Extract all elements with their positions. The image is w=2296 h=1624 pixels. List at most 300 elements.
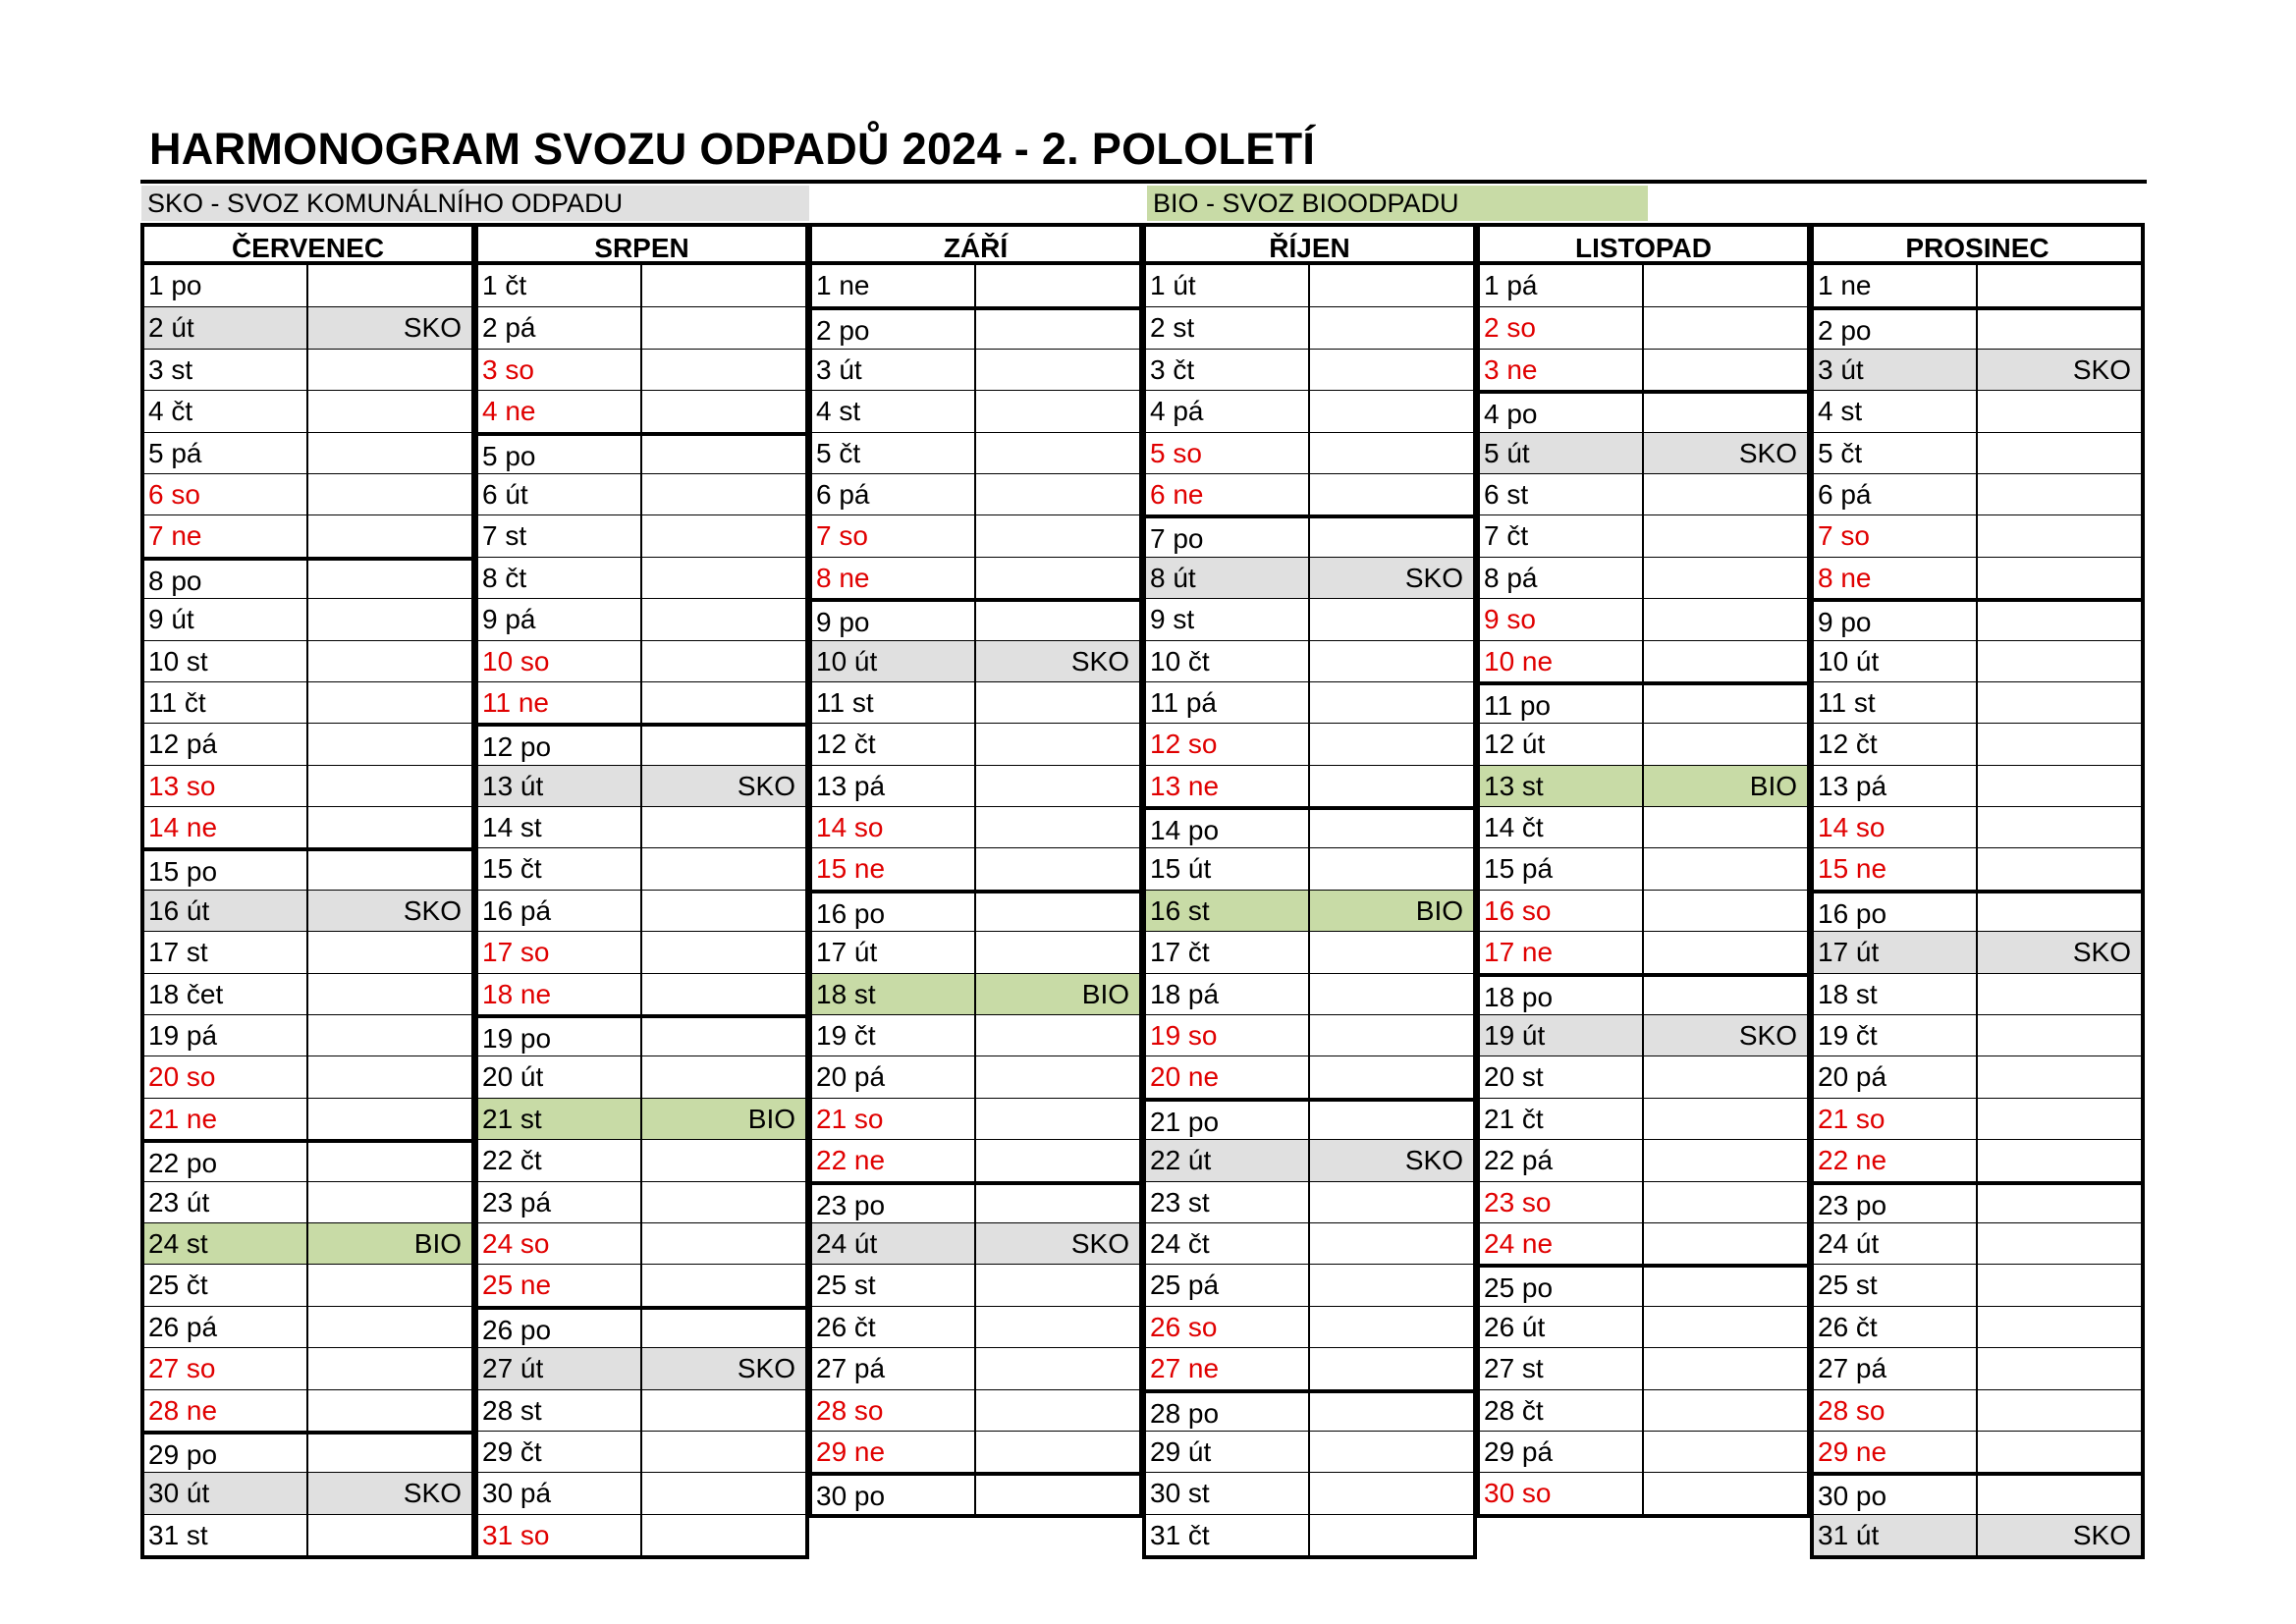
collection-type	[976, 1348, 1140, 1388]
collection-type	[1978, 848, 2142, 889]
collection-type: BIO	[747, 1103, 795, 1134]
day-row	[1480, 390, 1807, 431]
collection-type	[1644, 1182, 1808, 1222]
day-label: 24 so	[478, 1223, 642, 1264]
day-label: 25 ne	[478, 1265, 642, 1305]
day-row	[1480, 640, 1807, 681]
day-row	[478, 681, 805, 723]
day-row	[478, 306, 805, 348]
collection-type	[642, 1018, 806, 1056]
day-label: 22 út	[1146, 1140, 1310, 1180]
collection-type	[1310, 599, 1474, 639]
collection-type	[642, 265, 806, 306]
collection-type	[308, 932, 472, 972]
collection-type	[976, 474, 1140, 514]
day-row	[1146, 1181, 1473, 1222]
day-row	[812, 640, 1139, 681]
collection-type	[308, 1435, 472, 1472]
day-row	[1814, 640, 2141, 681]
day-row	[1480, 1181, 1807, 1222]
collection-type	[1978, 602, 2142, 639]
day-row	[144, 432, 471, 473]
day-label: 10 čt	[1146, 641, 1310, 681]
day-label: 24 čt	[1146, 1223, 1310, 1264]
collection-type	[1644, 599, 1808, 639]
day-row	[1146, 306, 1473, 348]
collection-type	[642, 807, 806, 847]
day-row	[1480, 432, 1807, 473]
day-row	[1146, 765, 1473, 806]
day-row	[1814, 890, 2141, 931]
day-row	[812, 1222, 1139, 1264]
day-label: 3 čt	[1146, 350, 1310, 390]
collection-type	[308, 682, 472, 723]
day-row	[1146, 681, 1473, 723]
collection-type	[976, 433, 1140, 473]
collection-type: SKO	[1404, 562, 1463, 593]
collection-type	[1644, 932, 1808, 972]
day-row	[144, 1139, 471, 1180]
day-row	[812, 1389, 1139, 1431]
day-row	[1814, 1181, 2141, 1222]
month-header: ZÁŘÍ	[808, 223, 1143, 265]
day-label: 21 čt	[1480, 1099, 1644, 1139]
day-label: 15 út	[1146, 848, 1310, 889]
collection-type	[642, 474, 806, 514]
day-label: 24 st	[144, 1223, 308, 1264]
day-row	[144, 806, 471, 847]
day-row	[478, 1264, 805, 1305]
collection-type	[1310, 724, 1474, 764]
collection-type	[642, 350, 806, 390]
day-row	[144, 1431, 471, 1472]
month-days	[1810, 265, 2145, 1559]
day-label: 1 út	[1146, 265, 1310, 306]
day-label: 26 pá	[144, 1307, 308, 1347]
day-label: 20 so	[144, 1056, 308, 1097]
day-row	[1480, 1431, 1807, 1472]
collection-type	[308, 724, 472, 764]
collection-type	[1644, 1390, 1808, 1431]
day-label: 11 pá	[1146, 682, 1310, 723]
day-row	[812, 1139, 1139, 1180]
collection-type	[1644, 848, 1808, 889]
day-row	[144, 390, 471, 431]
day-label: 15 po	[144, 851, 308, 889]
day-row	[144, 598, 471, 639]
day-label: 4 st	[1814, 391, 1978, 431]
day-label: 18 st	[1814, 974, 1978, 1014]
day-row	[1146, 723, 1473, 764]
collection-type	[1978, 974, 2142, 1014]
day-row	[1146, 1514, 1473, 1555]
day-row	[812, 723, 1139, 764]
collection-type	[976, 848, 1140, 889]
month-column	[140, 223, 475, 1559]
day-row	[1480, 265, 1807, 306]
day-label: 18 ne	[478, 974, 642, 1014]
collection-type	[976, 766, 1140, 806]
day-row	[1814, 349, 2141, 390]
collection-type	[642, 1265, 806, 1305]
day-row	[1814, 432, 2141, 473]
day-row	[478, 265, 805, 306]
day-row	[812, 349, 1139, 390]
collection-type	[976, 1307, 1140, 1347]
day-label: 22 ne	[812, 1140, 976, 1180]
day-row	[812, 765, 1139, 806]
collection-type	[1978, 724, 2142, 764]
collection-type	[1310, 1432, 1474, 1472]
day-row	[1480, 806, 1807, 847]
collection-type	[1310, 766, 1474, 806]
collection-type	[642, 558, 806, 598]
day-label: 2 pá	[478, 307, 642, 348]
day-row	[478, 1306, 805, 1347]
day-row	[144, 1222, 471, 1264]
collection-type	[642, 515, 806, 556]
collection-type	[1644, 641, 1808, 681]
collection-type	[642, 974, 806, 1014]
day-label: 16 pá	[478, 891, 642, 931]
day-label: 16 st	[1146, 891, 1310, 931]
day-row	[478, 557, 805, 598]
day-row	[1480, 557, 1807, 598]
collection-type	[308, 974, 472, 1014]
collection-type	[642, 391, 806, 431]
collection-type	[642, 848, 806, 889]
day-row	[478, 973, 805, 1014]
collection-type	[642, 682, 806, 723]
collection-type	[1644, 1473, 1808, 1513]
day-label: 14 po	[1146, 810, 1310, 847]
day-row	[1146, 847, 1473, 889]
collection-type	[1644, 891, 1808, 931]
day-label: 18 čet	[144, 974, 308, 1014]
collection-type: SKO	[1070, 645, 1129, 677]
day-row	[144, 1472, 471, 1513]
day-label: 17 út	[812, 932, 976, 972]
day-label: 3 út	[812, 350, 976, 390]
collection-type	[308, 851, 472, 889]
collection-type	[1644, 1223, 1808, 1264]
day-label: 4 pá	[1146, 391, 1310, 431]
day-label: 17 čt	[1146, 932, 1310, 972]
collection-type	[1978, 515, 2142, 556]
day-label: 17 st	[144, 932, 308, 972]
collection-type	[976, 515, 1140, 556]
collection-type: SKO	[403, 312, 462, 344]
day-label: 15 ne	[812, 848, 976, 889]
collection-type	[1310, 1056, 1474, 1097]
collection-type	[1310, 974, 1474, 1014]
day-label: 10 ne	[1480, 641, 1644, 681]
day-row	[1146, 640, 1473, 681]
day-label: 23 pá	[478, 1182, 642, 1222]
day-label: 6 pá	[812, 474, 976, 514]
collection-type	[308, 1307, 472, 1347]
day-row	[144, 973, 471, 1014]
collection-type	[976, 1476, 1140, 1513]
collection-type	[976, 807, 1140, 847]
day-row	[812, 1014, 1139, 1056]
day-label: 1 pá	[1480, 265, 1644, 306]
day-label: 14 so	[1814, 807, 1978, 847]
collection-type	[1978, 766, 2142, 806]
day-row	[812, 1181, 1139, 1222]
day-label: 22 po	[144, 1143, 308, 1180]
day-row	[1814, 1306, 2141, 1347]
day-row	[1814, 1514, 2141, 1555]
day-label: 5 po	[478, 436, 642, 473]
collection-type	[976, 1265, 1140, 1305]
collection-type	[1978, 1265, 2142, 1305]
day-label: 7 st	[478, 515, 642, 556]
month-days	[1476, 265, 1811, 1518]
day-label: 23 so	[1480, 1182, 1644, 1222]
day-row	[144, 890, 471, 931]
day-label: 29 ne	[812, 1432, 976, 1472]
collection-type	[642, 599, 806, 639]
collection-type	[976, 1015, 1140, 1056]
day-row	[812, 1056, 1139, 1097]
collection-type	[1978, 1056, 2142, 1097]
day-label: 21 so	[1814, 1099, 1978, 1139]
day-label: 13 pá	[1814, 766, 1978, 806]
day-label: 29 čt	[478, 1432, 642, 1472]
day-row	[1814, 390, 2141, 431]
day-row	[144, 1514, 471, 1555]
day-row	[1146, 1347, 1473, 1388]
collection-type	[1644, 1268, 1808, 1305]
day-label: 27 pá	[812, 1348, 976, 1388]
day-label: 13 st	[1480, 766, 1644, 806]
collection-type: BIO	[1415, 894, 1463, 926]
day-row	[1480, 1056, 1807, 1097]
day-row	[812, 390, 1139, 431]
day-row	[812, 931, 1139, 972]
collection-type	[308, 433, 472, 473]
day-label: 4 ne	[478, 391, 642, 431]
day-row	[1814, 557, 2141, 598]
collection-type	[308, 1015, 472, 1056]
day-label: 8 čt	[478, 558, 642, 598]
day-row	[1814, 847, 2141, 889]
collection-type	[1644, 1348, 1808, 1388]
day-label: 4 čt	[144, 391, 308, 431]
month-column	[1142, 223, 1477, 1559]
day-label: 7 so	[1814, 515, 1978, 556]
day-row	[1480, 1222, 1807, 1264]
day-label: 27 so	[144, 1348, 308, 1388]
day-label: 6 st	[1480, 474, 1644, 514]
day-row	[1480, 349, 1807, 390]
day-row	[478, 598, 805, 639]
day-row	[144, 265, 471, 306]
day-label: 6 pá	[1814, 474, 1978, 514]
day-label: 7 so	[812, 515, 976, 556]
day-row	[144, 1056, 471, 1097]
day-label: 16 po	[812, 893, 976, 931]
day-row	[1814, 1472, 2141, 1513]
day-label: 14 so	[812, 807, 976, 847]
collection-type	[1978, 1185, 2142, 1222]
day-label: 12 čt	[1814, 724, 1978, 764]
day-row	[478, 1347, 805, 1388]
day-row	[812, 1472, 1139, 1513]
month-days	[808, 265, 1143, 1518]
collection-type	[1310, 932, 1474, 972]
day-row	[1146, 349, 1473, 390]
collection-type	[642, 727, 806, 764]
day-row	[478, 1222, 805, 1264]
collection-type	[642, 641, 806, 681]
day-label: 1 čt	[478, 265, 642, 306]
collection-type	[308, 515, 472, 556]
day-label: 14 ne	[144, 807, 308, 847]
collection-type	[976, 682, 1140, 723]
collection-type	[1310, 810, 1474, 847]
collection-type	[1644, 1140, 1808, 1180]
day-row	[1814, 1139, 2141, 1180]
collection-type	[642, 1056, 806, 1097]
day-label: 8 pá	[1480, 558, 1644, 598]
month-header: SRPEN	[474, 223, 809, 265]
day-row	[1480, 1472, 1807, 1513]
day-row	[1146, 1389, 1473, 1431]
day-row	[1480, 765, 1807, 806]
day-label: 25 po	[1480, 1268, 1644, 1305]
day-label: 10 st	[144, 641, 308, 681]
day-label: 23 út	[144, 1182, 308, 1222]
day-row	[1814, 265, 2141, 306]
day-row	[812, 806, 1139, 847]
day-label: 31 st	[144, 1515, 308, 1555]
collection-type	[308, 561, 472, 598]
day-label: 5 pá	[144, 433, 308, 473]
collection-type	[1644, 807, 1808, 847]
collection-type	[976, 1099, 1140, 1139]
day-label: 1 ne	[1814, 265, 1978, 306]
day-label: 15 ne	[1814, 848, 1978, 889]
collection-type: BIO	[1081, 978, 1129, 1009]
day-row	[1146, 931, 1473, 972]
day-row	[144, 1014, 471, 1056]
day-label: 30 st	[1146, 1473, 1310, 1513]
collection-type	[976, 1432, 1140, 1472]
collection-type: BIO	[413, 1227, 462, 1259]
day-row	[1146, 265, 1473, 306]
day-row	[478, 1514, 805, 1555]
day-label: 16 po	[1814, 893, 1978, 931]
collection-type	[1310, 1182, 1474, 1222]
collection-type	[308, 1182, 472, 1222]
day-label: 28 čt	[1480, 1390, 1644, 1431]
day-label: 20 út	[478, 1056, 642, 1097]
day-row	[1146, 1222, 1473, 1264]
day-row	[1480, 306, 1807, 348]
day-label: 7 po	[1146, 518, 1310, 556]
day-row	[1146, 598, 1473, 639]
collection-type	[1978, 641, 2142, 681]
day-label: 22 ne	[1814, 1140, 1978, 1180]
collection-type	[976, 1390, 1140, 1431]
collection-type	[642, 1223, 806, 1264]
day-label: 19 út	[1480, 1015, 1644, 1056]
collection-type	[1978, 1348, 2142, 1388]
day-label: 19 čt	[1814, 1015, 1978, 1056]
day-label: 20 pá	[1814, 1056, 1978, 1097]
collection-type	[308, 766, 472, 806]
collection-type	[642, 1515, 806, 1555]
collection-type	[642, 1140, 806, 1180]
collection-type	[1310, 1265, 1474, 1305]
collection-type	[308, 474, 472, 514]
day-row	[144, 847, 471, 889]
day-row	[812, 1347, 1139, 1388]
day-label: 21 st	[478, 1099, 642, 1139]
month-header: LISTOPAD	[1476, 223, 1811, 265]
collection-type	[308, 1515, 472, 1555]
day-label: 23 st	[1146, 1182, 1310, 1222]
day-label: 6 so	[144, 474, 308, 514]
day-label: 12 po	[478, 727, 642, 764]
day-row	[812, 265, 1139, 306]
day-row	[1480, 1139, 1807, 1180]
day-label: 7 čt	[1480, 515, 1644, 556]
day-row	[812, 557, 1139, 598]
collection-type	[642, 307, 806, 348]
day-label: 30 út	[144, 1473, 308, 1513]
collection-type	[976, 1140, 1140, 1180]
day-row	[1146, 1056, 1473, 1097]
day-label: 25 st	[812, 1265, 976, 1305]
month-column	[808, 223, 1143, 1518]
day-row	[144, 681, 471, 723]
day-label: 11 po	[1480, 685, 1644, 723]
day-row	[478, 349, 805, 390]
collection-type: SKO	[737, 770, 795, 801]
title-underline	[140, 180, 2147, 184]
collection-type	[1310, 307, 1474, 348]
day-label: 8 ne	[812, 558, 976, 598]
day-label: 26 po	[478, 1310, 642, 1347]
day-row	[812, 973, 1139, 1014]
month-column	[474, 223, 809, 1559]
day-row	[1480, 1014, 1807, 1056]
collection-type	[1978, 1307, 2142, 1347]
day-label: 23 po	[812, 1185, 976, 1222]
collection-type	[1978, 1476, 2142, 1513]
day-row	[144, 514, 471, 556]
day-row	[1146, 973, 1473, 1014]
collection-type: SKO	[737, 1353, 795, 1384]
day-row	[812, 514, 1139, 556]
day-label: 5 so	[1146, 433, 1310, 473]
day-row	[478, 1056, 805, 1097]
day-row	[1480, 1347, 1807, 1388]
day-row	[478, 723, 805, 764]
month-days	[474, 265, 809, 1559]
collection-type: SKO	[2072, 353, 2131, 385]
day-label: 26 út	[1480, 1307, 1644, 1347]
day-label: 28 so	[812, 1390, 976, 1431]
day-label: 14 čt	[1480, 807, 1644, 847]
collection-type	[1310, 391, 1474, 431]
collection-type	[976, 1185, 1140, 1222]
collection-type	[1978, 1432, 2142, 1472]
collection-type	[1310, 1473, 1474, 1513]
